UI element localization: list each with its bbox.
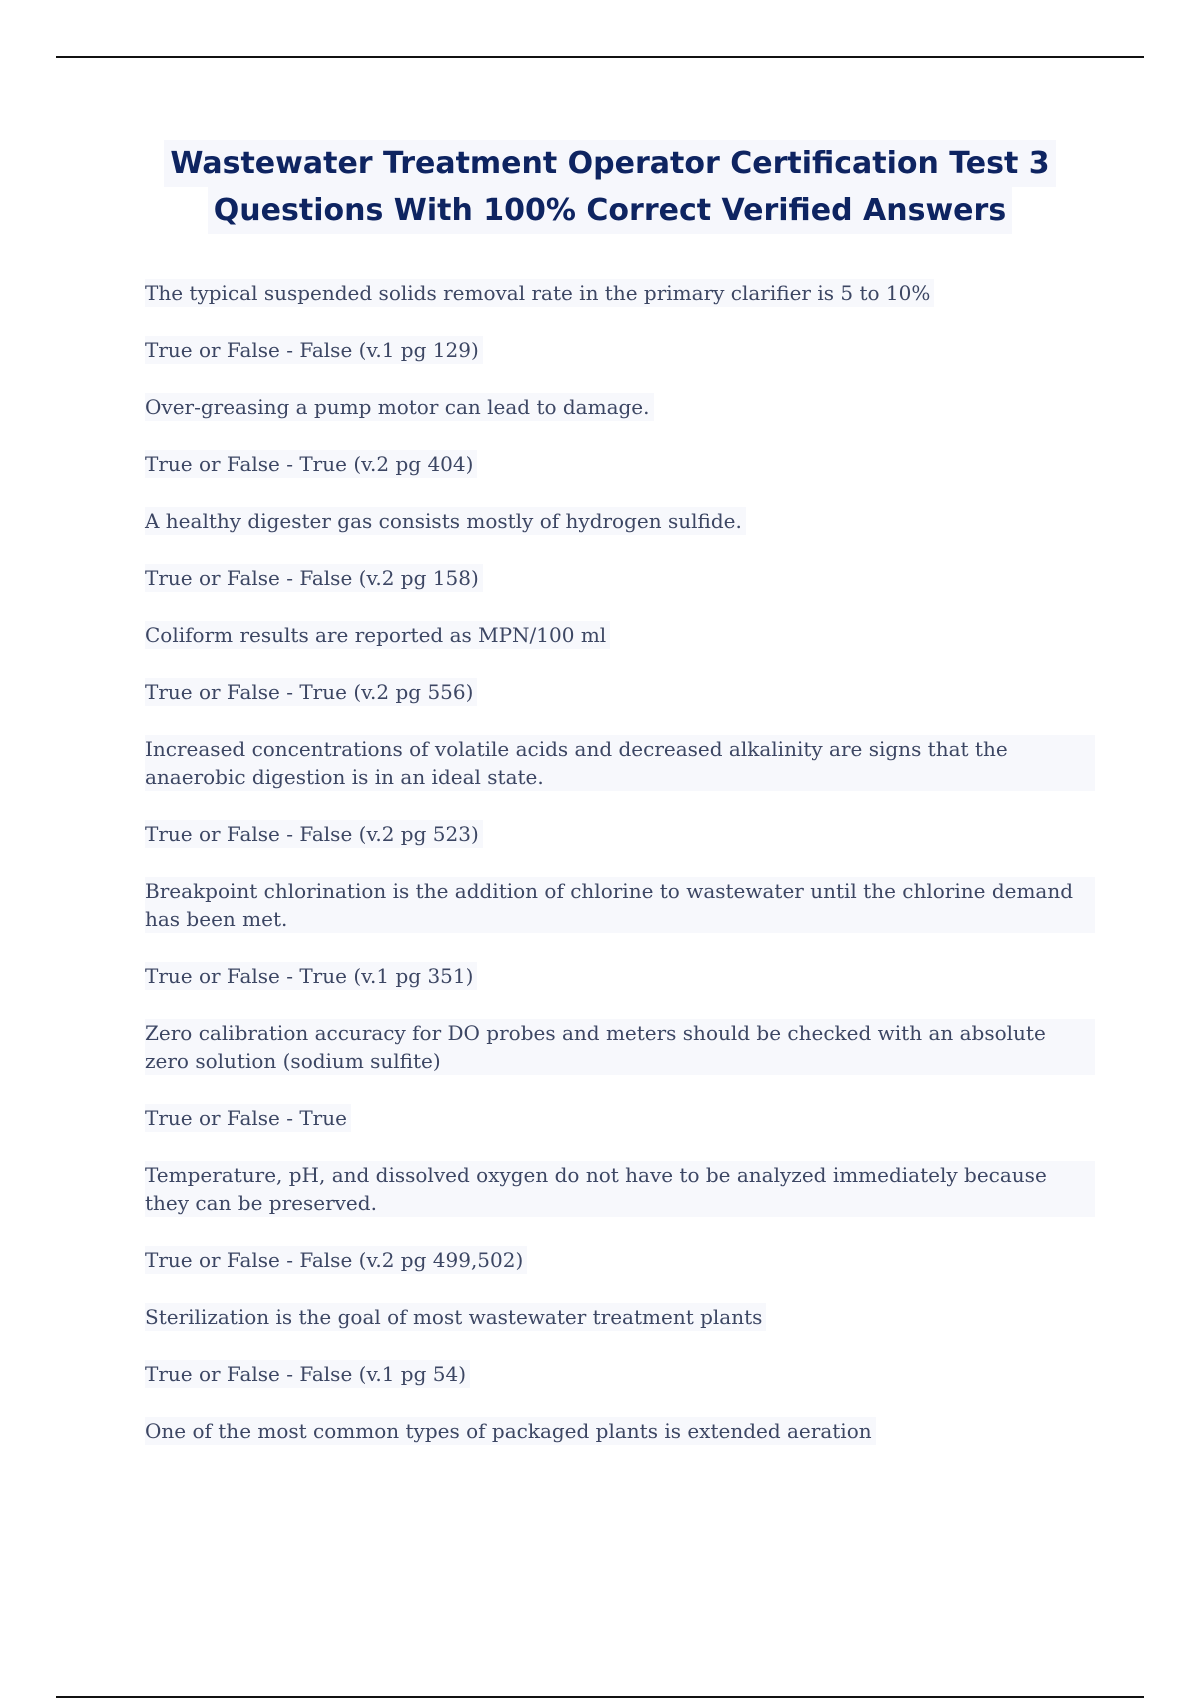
- question-3: A healthy digester gas consists mostly of hydrogen sulfide.: [145, 507, 746, 535]
- top-divider: [56, 56, 1144, 58]
- answer-5: True or False - False (v.2 pg 523): [145, 820, 483, 848]
- qa-list: [145, 279, 1095, 1445]
- question-4: Coliform results are reported as MPN/100 ml: [145, 621, 610, 649]
- question-2: Over-greasing a pump motor can lead to damage.: [145, 393, 654, 421]
- question-1: The typical suspended solids removal rate in the primary clarifier is 5 to 10%: [145, 279, 934, 307]
- document-title: [140, 140, 1080, 234]
- title-line-1: Wastewater Treatment Operator Certification Test 3: [164, 140, 1055, 187]
- question-10: One of the most common types of packaged plants is extended aeration: [145, 1417, 876, 1445]
- answer-8: True or False - False (v.2 pg 499,502): [145, 1246, 527, 1274]
- bottom-divider: [56, 1696, 1144, 1698]
- question-7: Zero calibration accuracy for DO probes and meters should be checked with an absolute zero solution (sodium sulfite): [145, 1019, 1095, 1075]
- answer-6: True or False - True (v.1 pg 351): [145, 962, 477, 990]
- answer-2: True or False - True (v.2 pg 404): [145, 450, 477, 478]
- question-6: Breakpoint chlorination is the addition of chlorine to wastewater until the chlorine demand has been met.: [145, 877, 1095, 933]
- title-line-2: Questions With 100% Correct Verified Answers: [208, 187, 1012, 234]
- question-5: Increased concentrations of volatile acids and decreased alkalinity are signs that the anaerobic digestion is in an ideal state.: [145, 735, 1095, 791]
- answer-7: True or False - True: [145, 1104, 351, 1132]
- answer-9: True or False - False (v.1 pg 54): [145, 1360, 470, 1388]
- answer-3: True or False - False (v.2 pg 158): [145, 564, 483, 592]
- question-8: Temperature, pH, and dissolved oxygen do not have to be analyzed immediately because they can be preserved.: [145, 1161, 1095, 1217]
- answer-1: True or False - False (v.1 pg 129): [145, 336, 483, 364]
- answer-4: True or False - True (v.2 pg 556): [145, 678, 477, 706]
- question-9: Sterilization is the goal of most wastewater treatment plants: [145, 1303, 766, 1331]
